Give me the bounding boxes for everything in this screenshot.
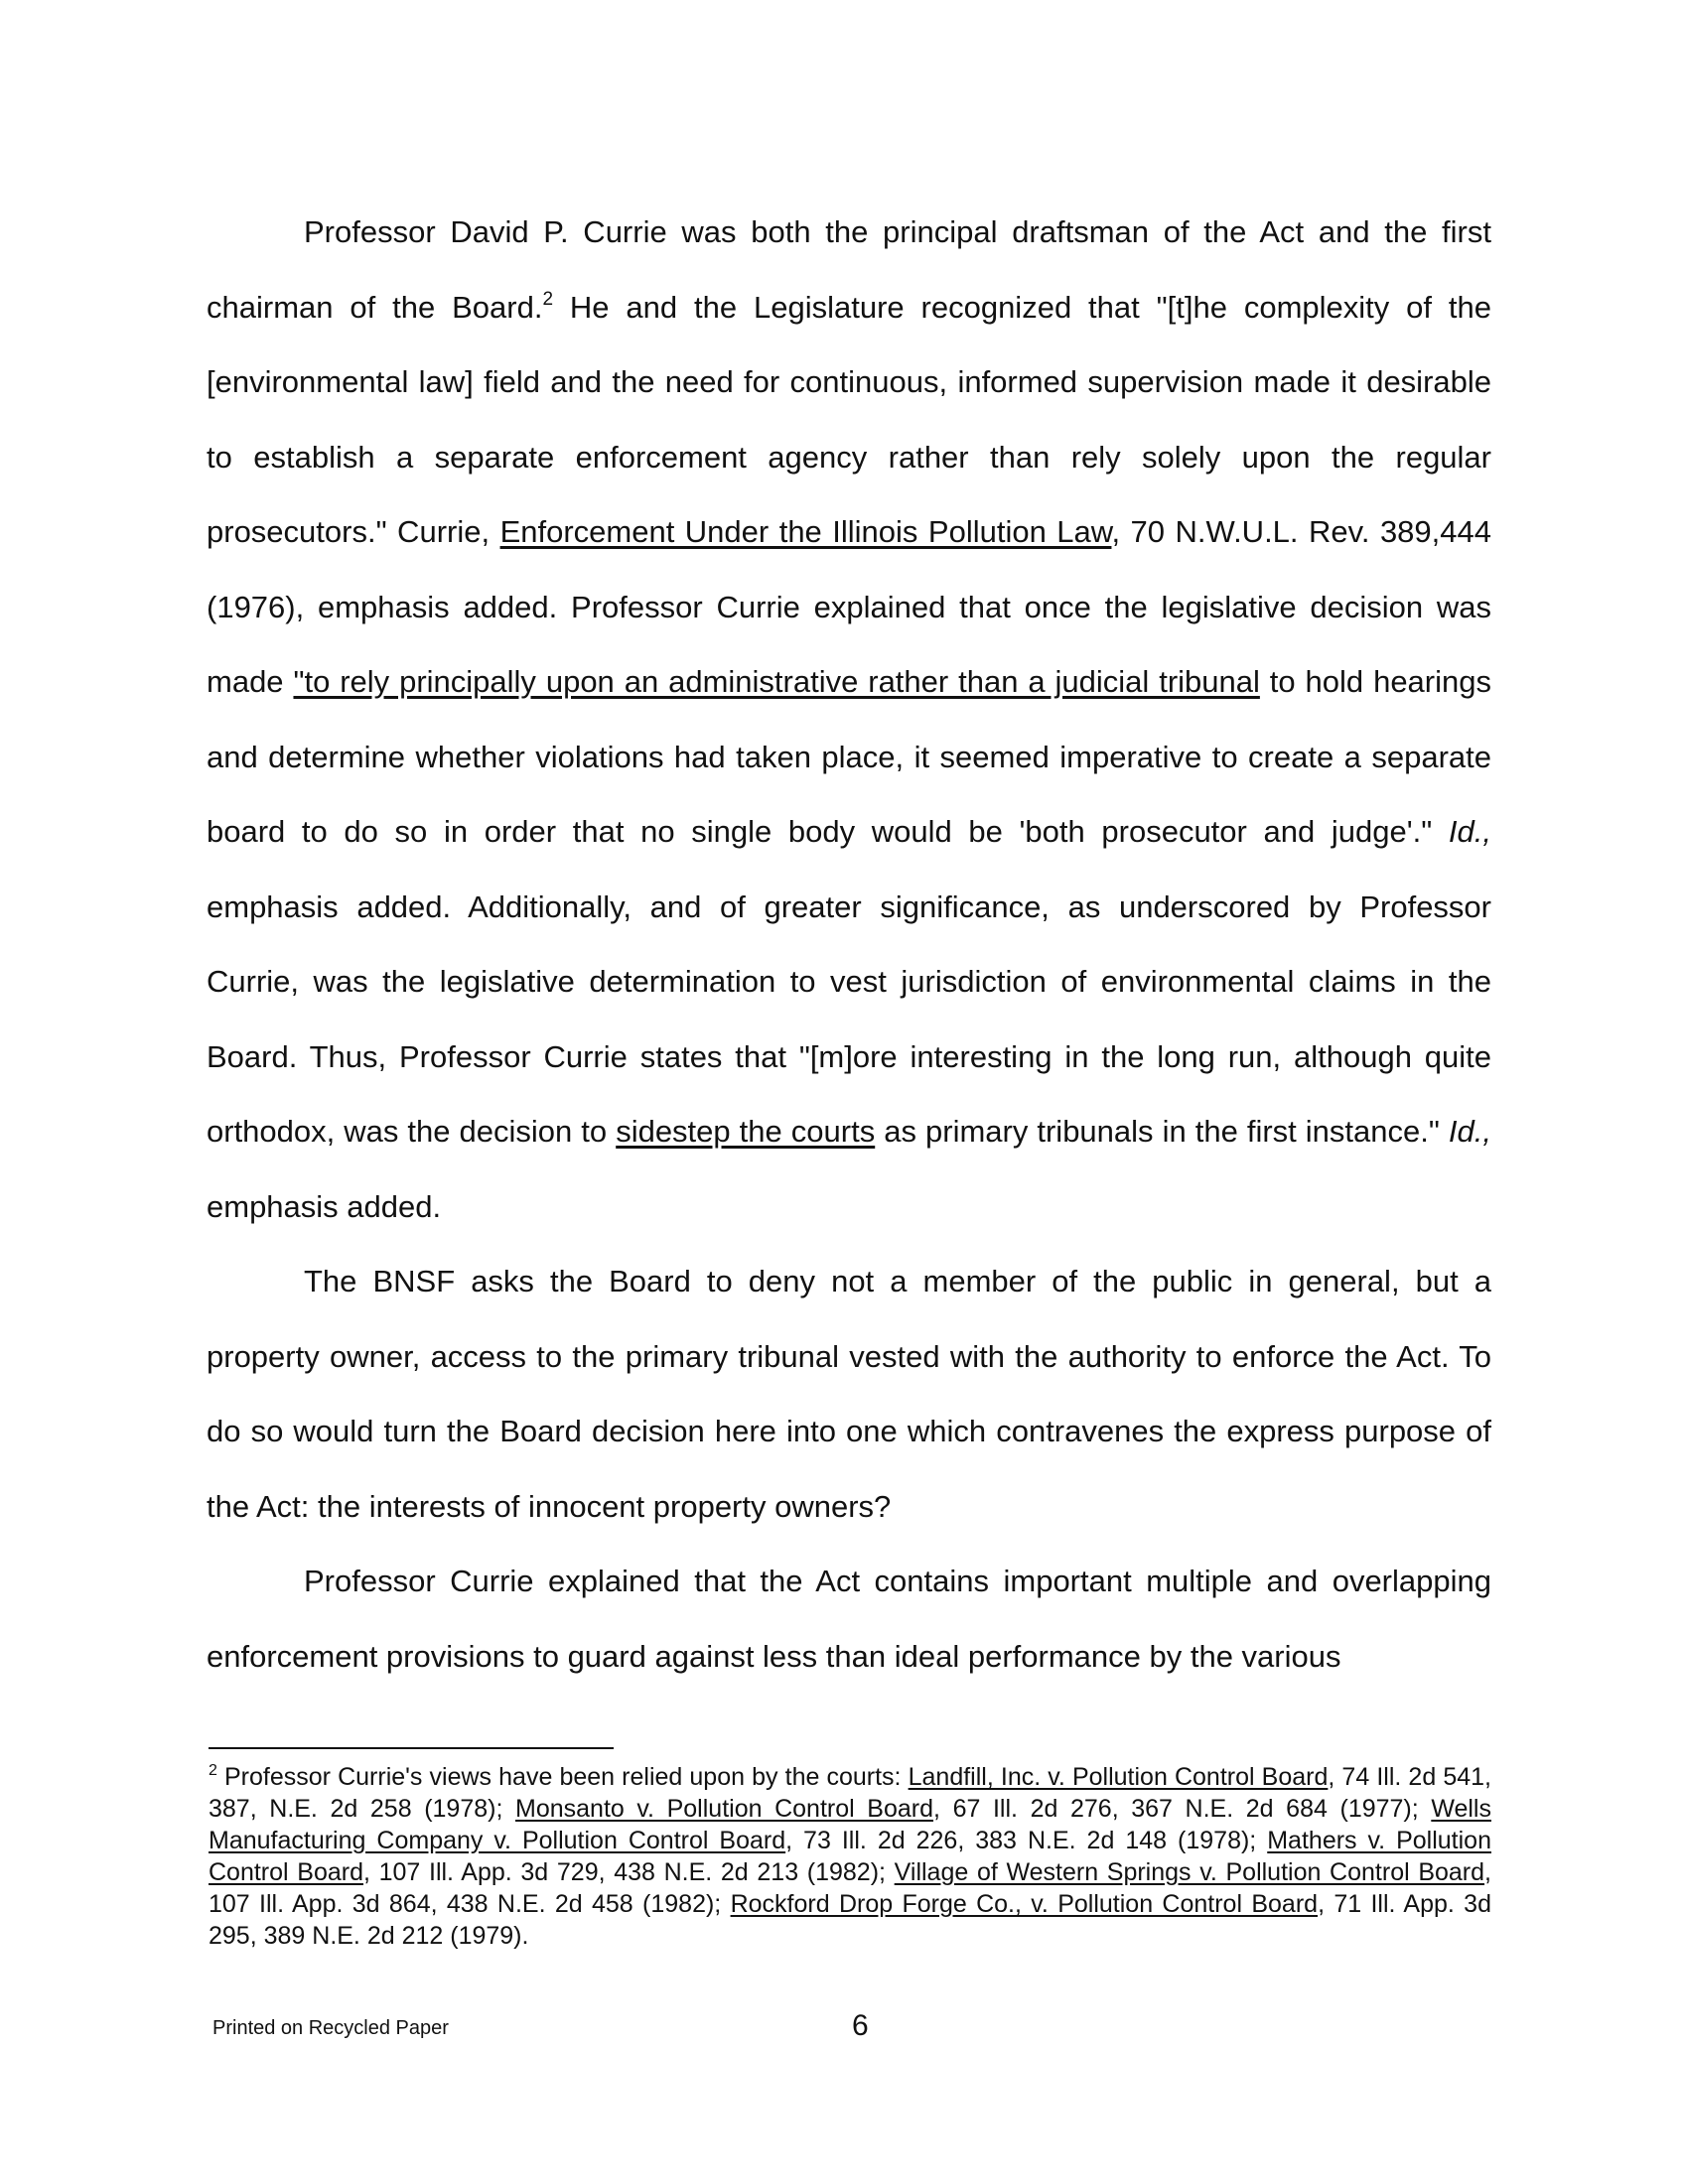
id-citation: Id., xyxy=(1448,814,1491,849)
page-number: 6 xyxy=(852,2009,869,2042)
footnote-marker: 2 xyxy=(209,1762,217,1779)
case-cite: , 73 Ill. 2d 226, 383 N.E. 2d 148 (1978); xyxy=(785,1827,1268,1854)
footnote xyxy=(209,1761,1491,1952)
case-name: Village of Western Springs v. Pollution Control Board xyxy=(894,1858,1485,1886)
text-run: emphasis added. xyxy=(207,1188,442,1224)
body-text xyxy=(207,195,1491,1694)
case-cite: , 71 Ill. App. 3d 295, 389 N.E. 2d 212 (1979). xyxy=(209,1890,1491,1950)
text-run: He and the Legislature recognized that "[t]he complexity of the [environmental law] field and the need for continuous, informed supervision made it desirable to establish a separate enforcement agency rather than rely solely upon the regular prosecutors." Currie, xyxy=(207,289,1492,549)
text-run: Professor David P. Currie was both the principal draftsman of the Act and the first chairman of the Board. xyxy=(207,214,1491,325)
paragraph-2: The BNSF asks the Board to deny not a member of the public in general, but a property owner, access to the primary tribunal vested with the authority to enforce the Act. To do so would turn the Board decision here into one which contravenes the express purpose of the Act: the interests of innocent property owners? xyxy=(207,1264,1491,1524)
text-run: to hold hearings and determine whether violations had taken place, it seemed imperative to create a separate board to do so in order that no single body would be 'both prosecutor and judge'." xyxy=(207,664,1491,849)
id-citation: Id., xyxy=(1448,1114,1491,1149)
text-run: , 70 N.W.U.L. Rev. 389,444 (1976), emphasis added. Professor Currie explained that once the legislative decision was made xyxy=(207,514,1491,699)
case-name: Mathers v. Pollution Control Board xyxy=(209,1827,1491,1886)
footnote-reference: 2 xyxy=(542,288,554,310)
recycled-paper-notice: Printed on Recycled Paper xyxy=(212,2017,449,2039)
text-run: as primary tribunals in the first instance." xyxy=(875,1114,1449,1149)
case-name: Rockford Drop Forge Co., v. Pollution Control Board xyxy=(730,1890,1319,1918)
footnote-intro: Professor Currie's views have been relied upon by the courts: xyxy=(216,1763,909,1791)
case-name: Landfill, Inc. v. Pollution Control Board xyxy=(908,1763,1329,1791)
case-name: Monsanto v. Pollution Control Board xyxy=(515,1795,934,1823)
case-cite: , 107 Ill. App. 3d 864, 438 N.E. 2d 458 (1982); xyxy=(209,1858,1491,1918)
emphasized-quote: "to rely principally upon an administrative rather than a judicial tribunal xyxy=(293,664,1260,699)
text-run: emphasis added. Additionally, and of greater significance, as underscored by Professor Currie, was the legislative determination to vest jurisdiction of environmental claims in the Board. Thus, Professor Currie states that "[m]ore interesting in the long run, although quite orthodox, was the decision to xyxy=(207,888,1491,1149)
case-name: Wells Manufacturing Company v. Pollution Control Board xyxy=(209,1795,1491,1854)
paragraph-3: Professor Currie explained that the Act contains important multiple and overlapping enforcement provisions to guard against less than ideal performance by the various xyxy=(207,1564,1491,1674)
footnote-separator xyxy=(209,1747,614,1749)
citation-title: Enforcement Under the Illinois Pollution Law xyxy=(499,514,1112,549)
case-cite: , 74 Ill. 2d 541, 387, N.E. 2d 258 (1978); xyxy=(209,1763,1491,1823)
case-cite: , 107 Ill. App. 3d 729, 438 N.E. 2d 213 (1982); xyxy=(362,1858,895,1886)
paragraph-1 xyxy=(207,195,1491,1244)
case-cite: , 67 Ill. 2d 276, 367 N.E. 2d 684 (1977); xyxy=(933,1795,1432,1823)
emphasized-phrase: sidestep the courts xyxy=(616,1114,876,1149)
